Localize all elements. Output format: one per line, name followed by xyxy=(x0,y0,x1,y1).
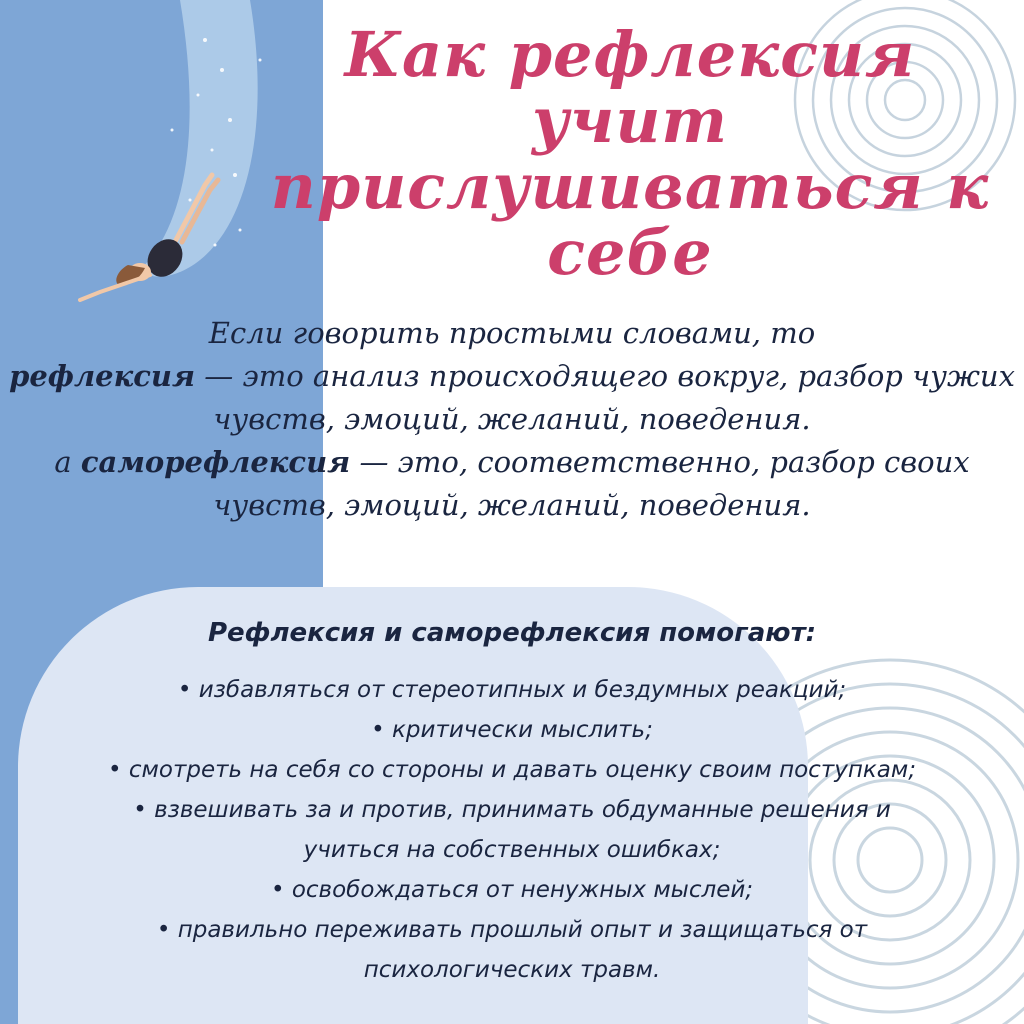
list-item: • освобождаться от ненужных мыслей; xyxy=(270,877,754,903)
title-line: себе xyxy=(547,216,713,289)
title-line: учит xyxy=(531,84,729,157)
list-item: • избавляться от стереотипных и бездумных реакций; xyxy=(177,677,847,703)
intro-text: а xyxy=(54,445,81,479)
intro-definition xyxy=(0,312,1024,527)
intro-text: — это анализ происходящего вокруг, разбор чужих xyxy=(195,359,1015,393)
list-item: • правильно переживать прошлый опыт и защищаться от психологических травм. xyxy=(156,917,868,983)
intro-line: чувств, эмоций, желаний, поведения. xyxy=(213,488,811,522)
intro-text: — это, соответственно, разбор своих xyxy=(350,445,970,479)
term-self-reflection: саморефлексия xyxy=(80,445,351,479)
benefits-section xyxy=(0,612,1024,990)
term-reflection: рефлексия xyxy=(9,359,196,393)
water-splash-decoration xyxy=(140,0,258,277)
title-line: Как рефлексия xyxy=(344,18,916,91)
intro-line: Если говорить простыми словами, то xyxy=(208,316,816,350)
list-item: • смотреть на себя со стороны и давать оценку своим поступкам; xyxy=(108,757,916,783)
intro-line xyxy=(0,355,1024,398)
title-line: прислушиваться к xyxy=(270,150,990,223)
page-title xyxy=(250,18,1010,289)
intro-line xyxy=(0,441,1024,484)
list-item: • взвешивать за и против, принимать обдуманные решения и учиться на собственных ошибках; xyxy=(133,797,891,863)
list-item: • критически мыслить; xyxy=(371,717,653,743)
benefits-list xyxy=(0,670,1024,990)
intro-line: чувств, эмоций, желаний, поведения. xyxy=(213,402,811,436)
benefits-heading: Рефлексия и саморефлексия помогают: xyxy=(207,618,817,648)
